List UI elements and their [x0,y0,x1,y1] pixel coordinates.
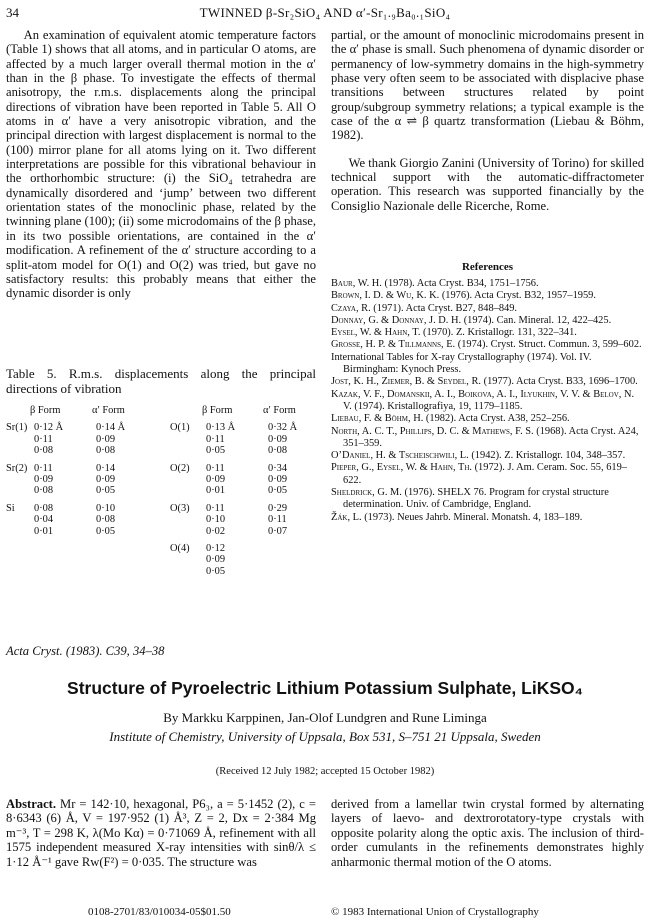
table-cell: 0·11 [206,502,225,514]
reference-item [331,303,644,315]
reference-details: (1977). Acta Cryst. B33, 1696–1700. [483,376,638,388]
table-cell: 0·09 [206,554,226,566]
table-cell: 0·11 [206,433,225,445]
reference-authors: Jost, K. H., Ziemer, B. & Seydel, R. [331,376,482,388]
body-column-left [6,28,316,301]
atom-label: Si [6,502,15,514]
reference-details: (1971). Acta Cryst. B27, 848–849. [373,302,518,314]
body-paragraph-continued: partial, or the amount of monoclinic microdomains present in the α′ phase is small. Such phenomena of dynamic disorder or permanency of low-symmetry domains in the high-symmetry phase very often seem to be associated with displacive phase transitions between structures related by point group/subgroup symmetry relations; a typical example is the case of the α ⇌ β quartz transformation (Liebau & Böhm, 1982). [331,28,644,143]
table-cell: 0·34 [268,462,288,474]
reference-details: (1973). Neues Jahrb. Mineral. Monatsh. 4, 183–189. [364,511,583,523]
reference-item [331,426,644,451]
reference-authors: Brown, I. D. & Wu, K. K. [331,290,440,302]
reference-item [331,278,644,290]
reference-authors: North, A. C. T., Phillips, D. C. & Mathews, F. S. [331,425,534,437]
table-row [6,514,316,525]
reference-details: (1982). Acta Cryst. A38, 252–256. [425,413,570,425]
running-header [6,5,644,23]
atom-label: Sr(2) [6,462,28,474]
reference-item [331,389,644,414]
table-row [6,543,316,554]
table-cell: 0·09 [96,433,116,445]
table-cell: 0·08 [34,502,54,514]
table-cell: 0·12 [206,542,226,554]
reference-item [331,376,644,388]
reference-details: (1976). Acta Cryst. B32, 1957–1959. [441,290,596,302]
received-date: (Received 12 July 1982; accepted 15 October 1982) [215,766,435,777]
reference-details: (1974). Can. Mineral. 12, 422–425. [463,314,612,326]
reference-authors: Pieper, G., Eysel, W. & Hahn, Th. [331,462,472,474]
reference-item [331,339,644,351]
table-header-row [6,405,316,416]
reference-authors: Žák, L. [331,511,362,523]
table-cell: 0·01 [206,485,226,497]
journal-citation: Acta Cryst. (1983). C39, 34–38 [6,644,165,658]
table-row [6,474,316,485]
table-cell: 0·08 [96,514,116,526]
reference-details: International Tables for X-ray Crystallography (1974). Vol. IV. Birmingham: Kynoch Press. [331,351,592,376]
acknowledgements: We thank Giorgio Zanini (University of Torino) for skilled technical support with the automatic-diffractometer operation. This research was supported financially by the Consiglio Nazionale delle Ricerche, Rome. [331,155,644,213]
reference-item [331,327,644,339]
reference-authors: Grosse, H. P. & Tillmanns, E. [331,339,456,351]
body-column-right [331,28,644,213]
reference-details: (1942). Z. Kristallogr. 104, 348–357. [471,450,626,462]
reference-item [331,352,644,377]
table-cell: 0·05 [206,565,226,577]
table-cell: 0·08 [96,445,116,457]
header-beta-left: β Form [30,405,61,416]
table-cell: 0·14 [96,462,116,474]
atom-label: O(4) [170,542,190,554]
header-alpha-left: α′ Form [92,405,125,416]
table-cell: 0·08 [268,445,288,457]
reference-authors: O’Daniel, H. & Tscheischwili, L. [331,450,469,462]
atom-label: Sr(1) [6,422,28,434]
reference-list [331,278,644,524]
reference-item [331,487,644,512]
table-cell: 0·01 [34,525,54,537]
table-cell: 0·11 [206,462,225,474]
abstract-label: Abstract. [6,797,57,811]
issn-line: 0108-2701/83/010034-05$01.50 [88,906,231,918]
abstract-text-right: derived from a lamellar twin crystal formed by alternating layers of laevo- and dextrorotatory-type crystals with opposite polarity along the optic axis. The inclusion of third-order cumulants in the refinements demonstrates highly anharmonic thermal motion of the O atoms. [331,797,644,869]
table-cell: 0·11 [34,433,53,445]
atom-label: O(2) [170,462,190,474]
institution: Institute of Chemistry, University of Uppsala, Box 531, S–751 21 Uppsala, Sweden [109,729,541,744]
table-cell: 0·29 [268,502,288,514]
abstract-column-left [6,797,316,869]
reference-details: (1978). Acta Cryst. B34, 1751–1756. [384,278,539,289]
table-cell: 0·08 [34,445,54,457]
abstract-column-right [331,797,644,869]
table-cell: 0·09 [206,473,226,485]
table-cell: 0·11 [268,514,287,526]
reference-details: (1970). Z. Kristallogr. 131, 322–341. [423,327,577,339]
reference-authors: Baur, W. H. [331,278,382,289]
article-title: Structure of Pyroelectric Lithium Potassium Sulphate, LiKSO₄ [67,678,583,698]
table-row [6,422,316,433]
reference-details: (1976). SHELX 76. Program for crystal structure determination. Univ. of Cambridge, England. [343,487,609,511]
reference-details: (1968). Acta Cryst. A24, 351–359. [343,425,639,449]
table-row [6,566,316,577]
table-cell: 0·11 [34,462,53,474]
table-cell: 0·09 [34,473,54,485]
table-cell: 0·10 [96,502,116,514]
table-cell: 0·10 [206,514,226,526]
table-cell: 0·14 Å [96,422,126,434]
header-alpha-right: α′ Form [263,405,296,416]
reference-item [331,512,644,524]
reference-details: (1974). Kristallografiya, 19, 1179–1185. [354,400,523,412]
body-paragraph: An examination of equivalent atomic temperature factors (Table 1) shows that all atoms, and in particular O atoms, are affected by a much larger overall thermal motion in the α′ than in the β phase. To investigate the effects of thermal anisotropy, the r.m.s. displacements along the principal directions of vibration have been reported in Table 5. All O atoms in α′ have a very anisotropic vibration, and the principal direction with largest displacement is normal to the (100) mirror plane for all atoms lying on it. Two different interpretations are possible for this vibrational behaviour in the orthorhombic structure: (i) the SiO₄ tetrahedra are dynamically disordered and ‘jump’ between two different orientation states of the monoclinic phase, related by the twinning plane (100); (ii) some microdomains of the β phase, in its two possible orientations, are contained in the α′ modification. A refinement of the α′ structure according to a split-atom model for O(1) and O(2) was tried, but gave no satisfactory results: this probably means that either the dynamic disorder is only [6,28,316,301]
table-row [6,503,316,514]
page-number: 34 [6,5,19,20]
table-cell: 0·05 [96,485,116,497]
table-cell: 0·05 [206,445,226,457]
article-authors: By Markku Karppinen, Jan-Olof Lundgren and Rune Liminga [163,710,487,725]
table-cell: 0·05 [96,525,116,537]
reference-item [331,450,644,462]
atom-label: O(3) [170,502,190,514]
table-row [6,554,316,565]
atom-label: O(1) [170,422,190,434]
reference-authors: Eysel, W. & Hahn, T. [331,327,421,339]
table-cell: 0·12 Å [34,422,64,434]
reference-details: (1974). Cryst. Struct. Commun. 3, 599–602. [457,339,642,351]
copyright-line: © 1983 International Union of Crystallography [331,906,539,918]
reference-authors: Kazak, V. F., Domanskii, A. I., Boikova, A. I., Ilyukhin, V. V. & Belov, N. V. [331,388,635,412]
table-cell: 0·09 [268,433,288,445]
reference-details: (1972). J. Am. Ceram. Soc. 55, 619–622. [343,462,627,486]
abstract-text-left: Mr = 142·10, hexagonal, P6₃, a = 5·1452 (2), c = 8·6343 (6) Å, V = 197·952 (1) Å³, Z = 2, Dx = 2·384 Mg m⁻³, T = 298 K, λ(Mo Kα) = 0·71069 Å, refinement with all 1575 independent measured X-ray intensities with sinθ/λ ≤ 1·12 Å⁻¹ gave Rw(F²) = 0·035. The structure was [6,797,316,869]
table-cell: 0·13 Å [206,422,236,434]
table-cell: 0·05 [268,485,288,497]
table-cell: 0·08 [34,485,54,497]
table-cell: 0·07 [268,525,288,537]
table-caption: Table 5. R.m.s. displacements along the principal directions of vibration [6,366,316,396]
table-cell: 0·32 Å [268,422,298,434]
reference-item [331,290,644,302]
reference-authors: Czaya, R. [331,302,371,314]
reference-item [331,462,644,487]
running-head: TWINNED β-Sr₂SiO₄ AND α′-Sr₁.₉Ba₀.₁SiO₄ [199,5,451,20]
table-row [6,445,316,456]
table-cell: 0·02 [206,525,226,537]
table-cell: 0·04 [34,514,54,526]
reference-item [331,315,644,327]
reference-authors: Donnay, G. & Donnay, J. D. H. [331,314,462,326]
reference-authors: Liebau, F. & Böhm, H. [331,413,424,425]
table-row [6,526,316,537]
header-beta-right: β Form [202,405,233,416]
references-heading: References [461,261,514,273]
table-row [6,434,316,445]
reference-authors: Sheldrick, G. M. [331,487,402,499]
table-row [6,485,316,496]
table-row [6,463,316,474]
reference-item [331,413,644,425]
rms-table [6,405,316,577]
table-cell: 0·09 [96,473,116,485]
table-cell: 0·09 [268,473,288,485]
